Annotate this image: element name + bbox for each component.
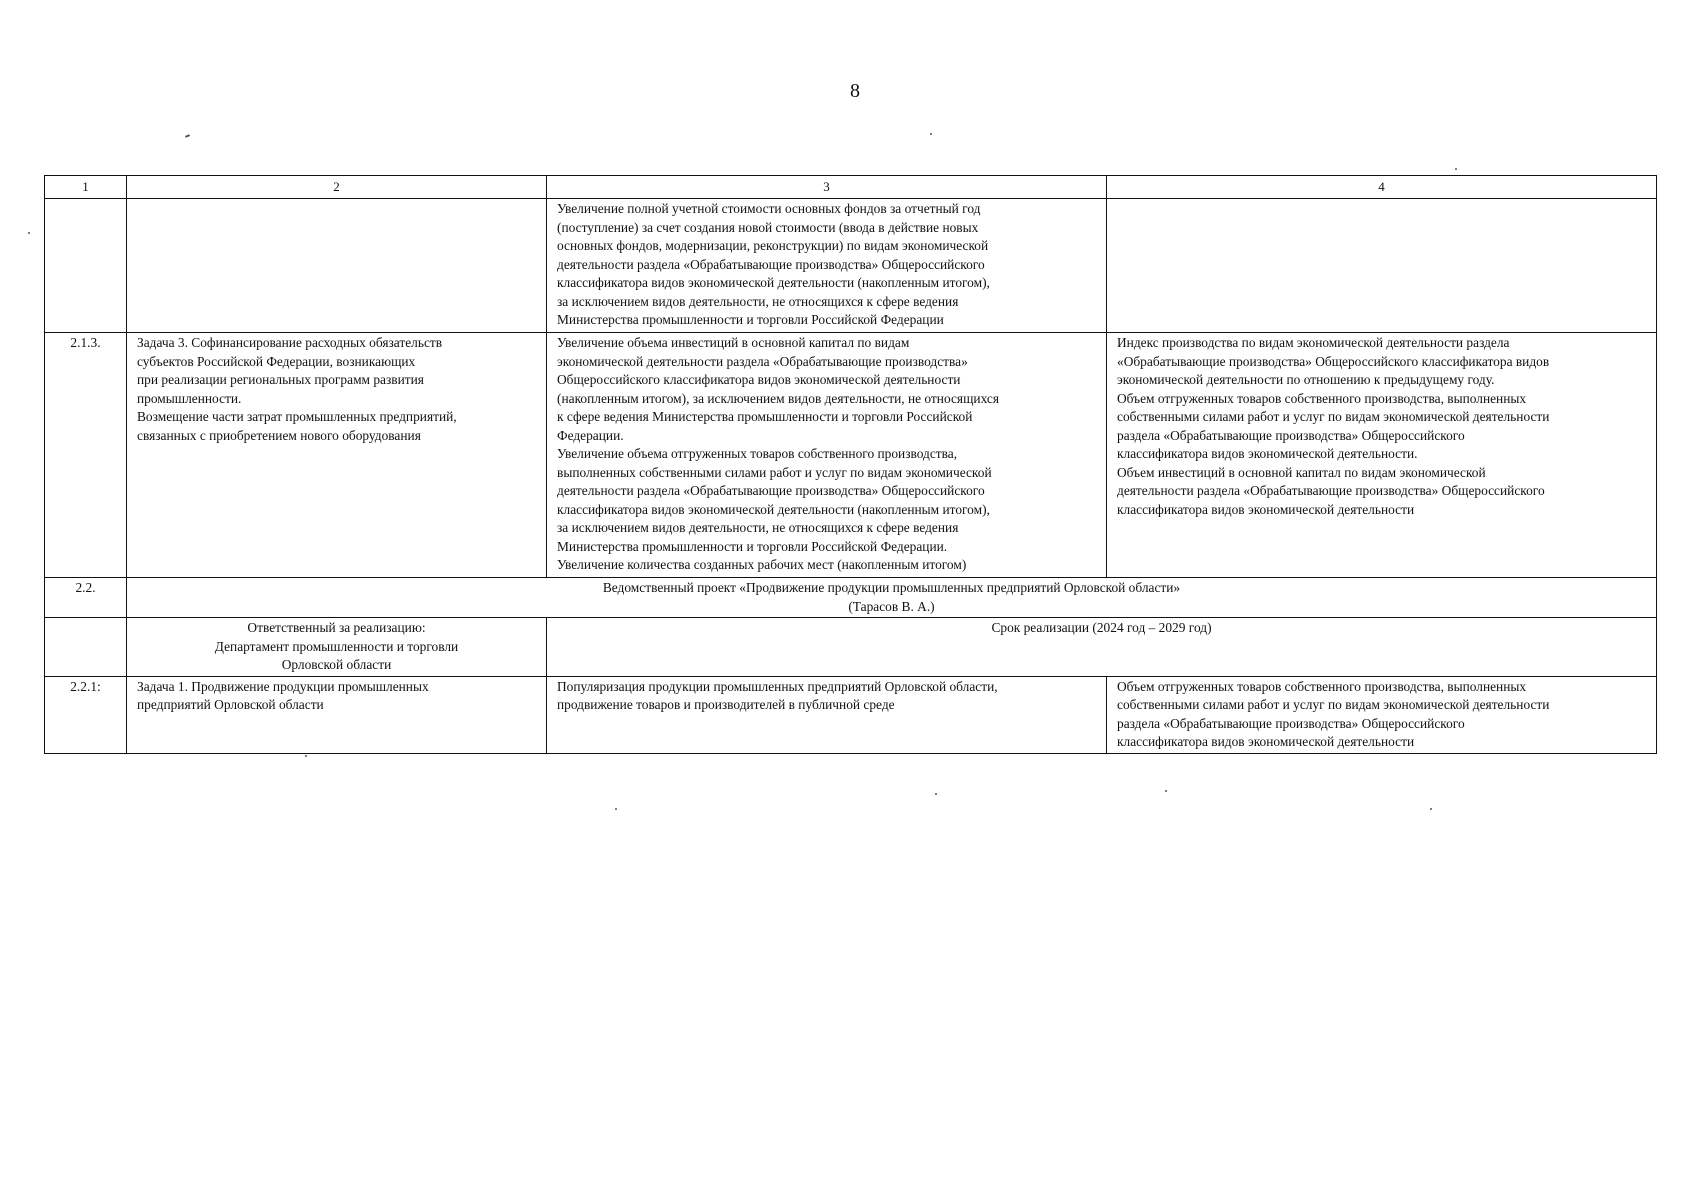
results-cell (547, 676, 1107, 753)
responsible-cell (127, 618, 547, 677)
indicators-text: Индекс производства по видам экономической деятельности раздела «Обрабатывающие производства» Общероссийского классификатора видов экономической деятельности по отношению к предыдущему году. Объем отгруженных товаров собственного производства, выполненных собственными силами работ и услуг по видам экономической деятельности раздела «Обрабатывающие производства» Общероссийского классификатора видов экономической деятельности. Объем инвестиций в основной капитал по видам экономической деятельности раздела «Обрабатывающие производства» Общероссийского классификатора видов экономической деятельности (1117, 335, 1550, 517)
page-number: 8 (850, 80, 860, 102)
task-cell (127, 199, 547, 333)
scan-speck (305, 755, 307, 757)
responsible-text: Ответственный за реализацию: Департамент промышленности и торговли Орловской области (214, 620, 459, 672)
scan-speck (1430, 808, 1432, 810)
project-number: 2.2. (45, 578, 127, 618)
results-cell (547, 199, 1107, 333)
results-text: Популяризация продукции промышленных предприятий Орловской области, продвижение товаров и производителей в публичной среде (557, 678, 998, 712)
task-text: Задача 1. Продвижение продукции промышленных предприятий Орловской области (137, 678, 429, 712)
header-row (45, 176, 1657, 199)
results-text: Увеличение объема инвестиций в основной капитал по видам экономической деятельности раздела «Обрабатывающие производства» Общероссийского классификатора видов экономической деятельности (накопленным итогом), за исключением видов деятельности, не относящихся к сфере ведения Министерства промышленности и торговли Российской Федерации. Увеличение объема отгруженных товаров собственного производства, выполненных собственными силами работ и услуг по видам экономической деятельности раздела «Обрабатывающие производства» Общероссийского классификатора видов экономической деятельности (накопленным итогом), за исключением видов деятельности, не относящихся к сфере ведения Министерства промышленности и торговли Российской Федерации. Увеличение количества созданных рабочих мест (накопленным итогом) (557, 335, 999, 572)
table-row (45, 676, 1657, 753)
empty-number-cell (45, 618, 127, 677)
scan-speck (1455, 168, 1457, 170)
scan-speck (930, 133, 932, 135)
row-number: 2.2.1: (45, 676, 127, 753)
task-cell (127, 676, 547, 753)
indicators-cell (1107, 333, 1657, 578)
results-text: Увеличение полной учетной стоимости основных фондов за отчетный год (поступление) за счет создания новой стоимости (ввода в действие новых основных фондов, модернизации, реконструкции) по видам экономической деятельности раздела «Обрабатывающие производства» Общероссийского классификатора видов экономической деятельности (накопленным итогом), за исключением видов деятельности, не относящихся к сфере ведения Министерства промышленности и торговли Российской Федерации (557, 201, 990, 327)
scan-speck (935, 793, 937, 795)
indicators-text: Объем отгруженных товаров собственного производства, выполненных собственными силами работ и услуг по видам экономической деятельности раздела «Обрабатывающие производства» Общероссийского классификатора видов экономической деятельности (1117, 678, 1550, 749)
project-info-row (45, 618, 1657, 677)
task-cell (127, 333, 547, 578)
scan-speck (28, 232, 30, 234)
indicators-cell (1107, 676, 1657, 753)
scan-speck (185, 134, 190, 138)
row-number (45, 199, 127, 333)
table-row (45, 199, 1657, 333)
task-text: Задача 3. Софинансирование расходных обязательств субъектов Российской Федерации, возникающих при реализации региональных программ развития промышленности. Возмещение части затрат промышленных предприятий, связанных с приобретением нового оборудования (137, 335, 457, 443)
column-header-4: 4 (1107, 176, 1657, 199)
table-row (45, 333, 1657, 578)
project-title: Ведомственный проект «Продвижение продукции промышленных предприятий Орловской области» (Тарасов В. А.) (602, 580, 1181, 614)
scan-speck (1165, 790, 1167, 792)
column-header-2: 2 (127, 176, 547, 199)
scan-speck (615, 808, 617, 810)
period-cell: Срок реализации (2024 год – 2029 год) (547, 618, 1657, 677)
indicators-cell (1107, 199, 1657, 333)
project-row (45, 578, 1657, 618)
column-header-3: 3 (547, 176, 1107, 199)
results-cell (547, 333, 1107, 578)
project-title-cell (127, 578, 1657, 618)
measures-table (44, 175, 1657, 754)
column-header-1: 1 (45, 176, 127, 199)
row-number: 2.1.3. (45, 333, 127, 578)
